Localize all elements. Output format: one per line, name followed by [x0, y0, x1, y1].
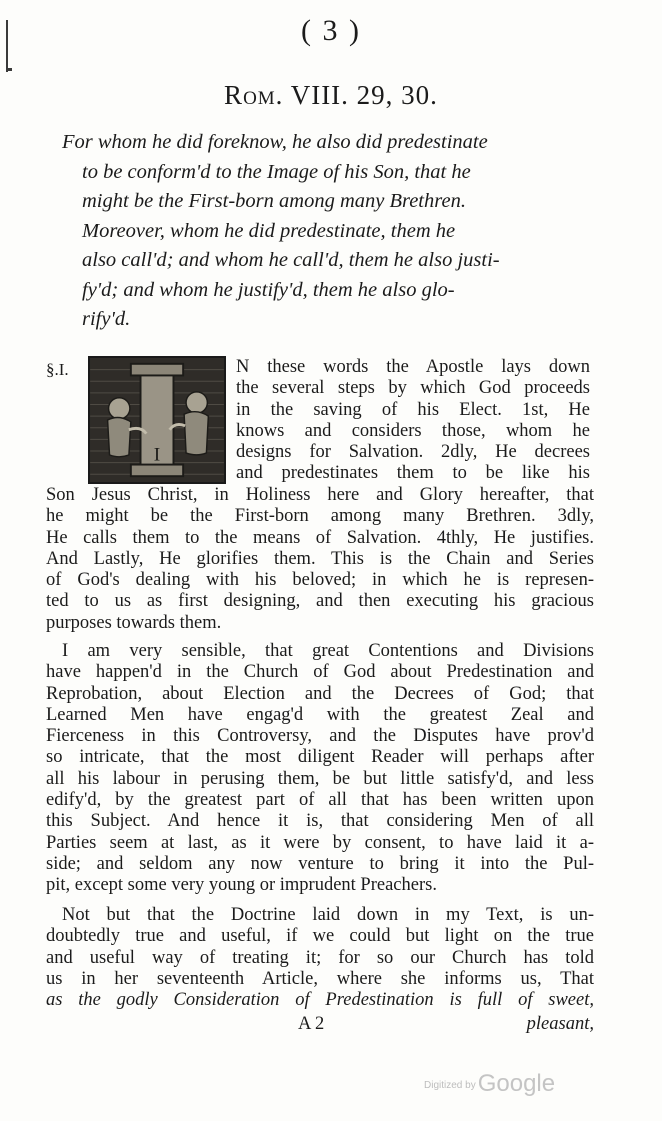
paragraph-3: [46, 905, 594, 1011]
paragraph-line: this Subject. And hence it is, that considering Men of all: [46, 811, 594, 832]
paragraph-line: side; and seldom any now venture to bring it into the Pul-: [46, 853, 594, 874]
section-mark: §.I.: [46, 360, 69, 379]
paragraph-1-continued: [46, 485, 594, 634]
text-line: Moreover, whom he did predestinate, them he: [82, 219, 456, 242]
svg-text:I: I: [153, 444, 161, 466]
paragraph-line: he might be the First-born among many Brethren. 3dly,: [46, 506, 594, 527]
paragraph-line: Not but that the Doctrine laid down in my Text, is un-: [62, 905, 594, 925]
paragraph-line: edify'd, by the greatest part of all that has been written upon: [46, 790, 594, 811]
paragraph-line: He calls them to the means of Salvation. 4thly, He justifies.: [46, 527, 594, 548]
decorated-initial: [88, 356, 226, 484]
paragraph-line: the several steps by which God proceeds: [236, 378, 590, 399]
page-number: ( 3 ): [301, 14, 361, 47]
paragraph-line: Parties seem at last, as it were by consent, to have laid it a-: [46, 832, 594, 853]
paragraph-line: and predestinates them to be like his: [236, 463, 590, 484]
paragraph-line: have happen'd in the Church of God about Predestination and: [46, 662, 594, 683]
binding-edge-tick: [6, 68, 12, 71]
signature-mark: A 2: [298, 1014, 325, 1034]
paragraph-line: Reprobation, about Election and the Decrees of God; that: [46, 683, 594, 704]
text-line: also call'd; and whom he call'd, them he also justi-: [82, 249, 500, 271]
text-line: For whom he did foreknow, he also did predestinate: [62, 131, 488, 153]
heading-smallcaps: om.: [243, 80, 284, 110]
paragraph-line: doubtedly true and useful, if we could but light on the true: [46, 926, 594, 947]
paragraph-line: all his labour in perusing them, be but little satisfy'd, and less: [46, 768, 594, 789]
catchword: pleasant,: [526, 1014, 594, 1034]
paragraph-2: [46, 641, 594, 897]
paragraph-line: knows and considers those, whom he: [236, 420, 590, 441]
heading-prefix: R: [224, 80, 244, 110]
text-line: rify'd.: [82, 308, 131, 330]
paragraph-line: N these words the Apostle lays down: [236, 357, 590, 377]
paragraph-line: And Lastly, He glorifies them. This is the Chain and Series: [46, 548, 594, 569]
scripture-heading: [0, 80, 662, 111]
paragraph-1-beside-initial: [236, 357, 590, 485]
text-line: might be the First-born among many Brethren.: [82, 190, 466, 212]
paragraph-line: purposes towards them.: [46, 612, 222, 633]
paragraph-line: I am very sensible, that great Contentions and Divisions: [62, 641, 594, 661]
paragraph-line: Learned Men have engag'd with the greatest Zeal and: [46, 704, 594, 725]
paragraph-line: so intricate, that the most diligent Reader will perhaps after: [46, 747, 594, 768]
watermark-prefix: Digitized by: [424, 1080, 476, 1091]
decorated-initial-art: [90, 358, 224, 482]
paragraph-line: designs for Salvation. 2dly, He decrees: [236, 442, 590, 463]
paragraph-line: as the godly Consideration of Predestination is full of sweet,: [46, 990, 594, 1011]
digitization-watermark: [424, 1070, 555, 1098]
text-line: fy'd; and whom he justify'd, them he also glo-: [82, 278, 455, 301]
paragraph-line: pit, except some very young or imprudent Preachers.: [46, 875, 437, 896]
heading-reference: VIII. 29, 30.: [290, 80, 438, 110]
text-line: to be conform'd to the Image of his Son, that he: [82, 160, 471, 183]
paragraph-line: Fierceness in this Controversy, and the Disputes have prov'd: [46, 726, 594, 747]
watermark-brand: Google: [477, 1070, 556, 1097]
paragraph-line: of God's dealing with his beloved; in which he is represen-: [46, 570, 594, 591]
scripture-text: [62, 128, 594, 335]
paragraph-line: and useful way of treating it; for so our Church has told: [46, 947, 594, 968]
paragraph-line: ted to us as first designing, and then executing his gracious: [46, 591, 594, 612]
paragraph-line: us in her seventeenth Article, where she informs us, That: [46, 968, 594, 989]
paragraph-line: Son Jesus Christ, in Holiness here and Glory hereafter, that: [46, 485, 594, 505]
paragraph-line: in the saving of his Elect. 1st, He: [236, 399, 590, 420]
